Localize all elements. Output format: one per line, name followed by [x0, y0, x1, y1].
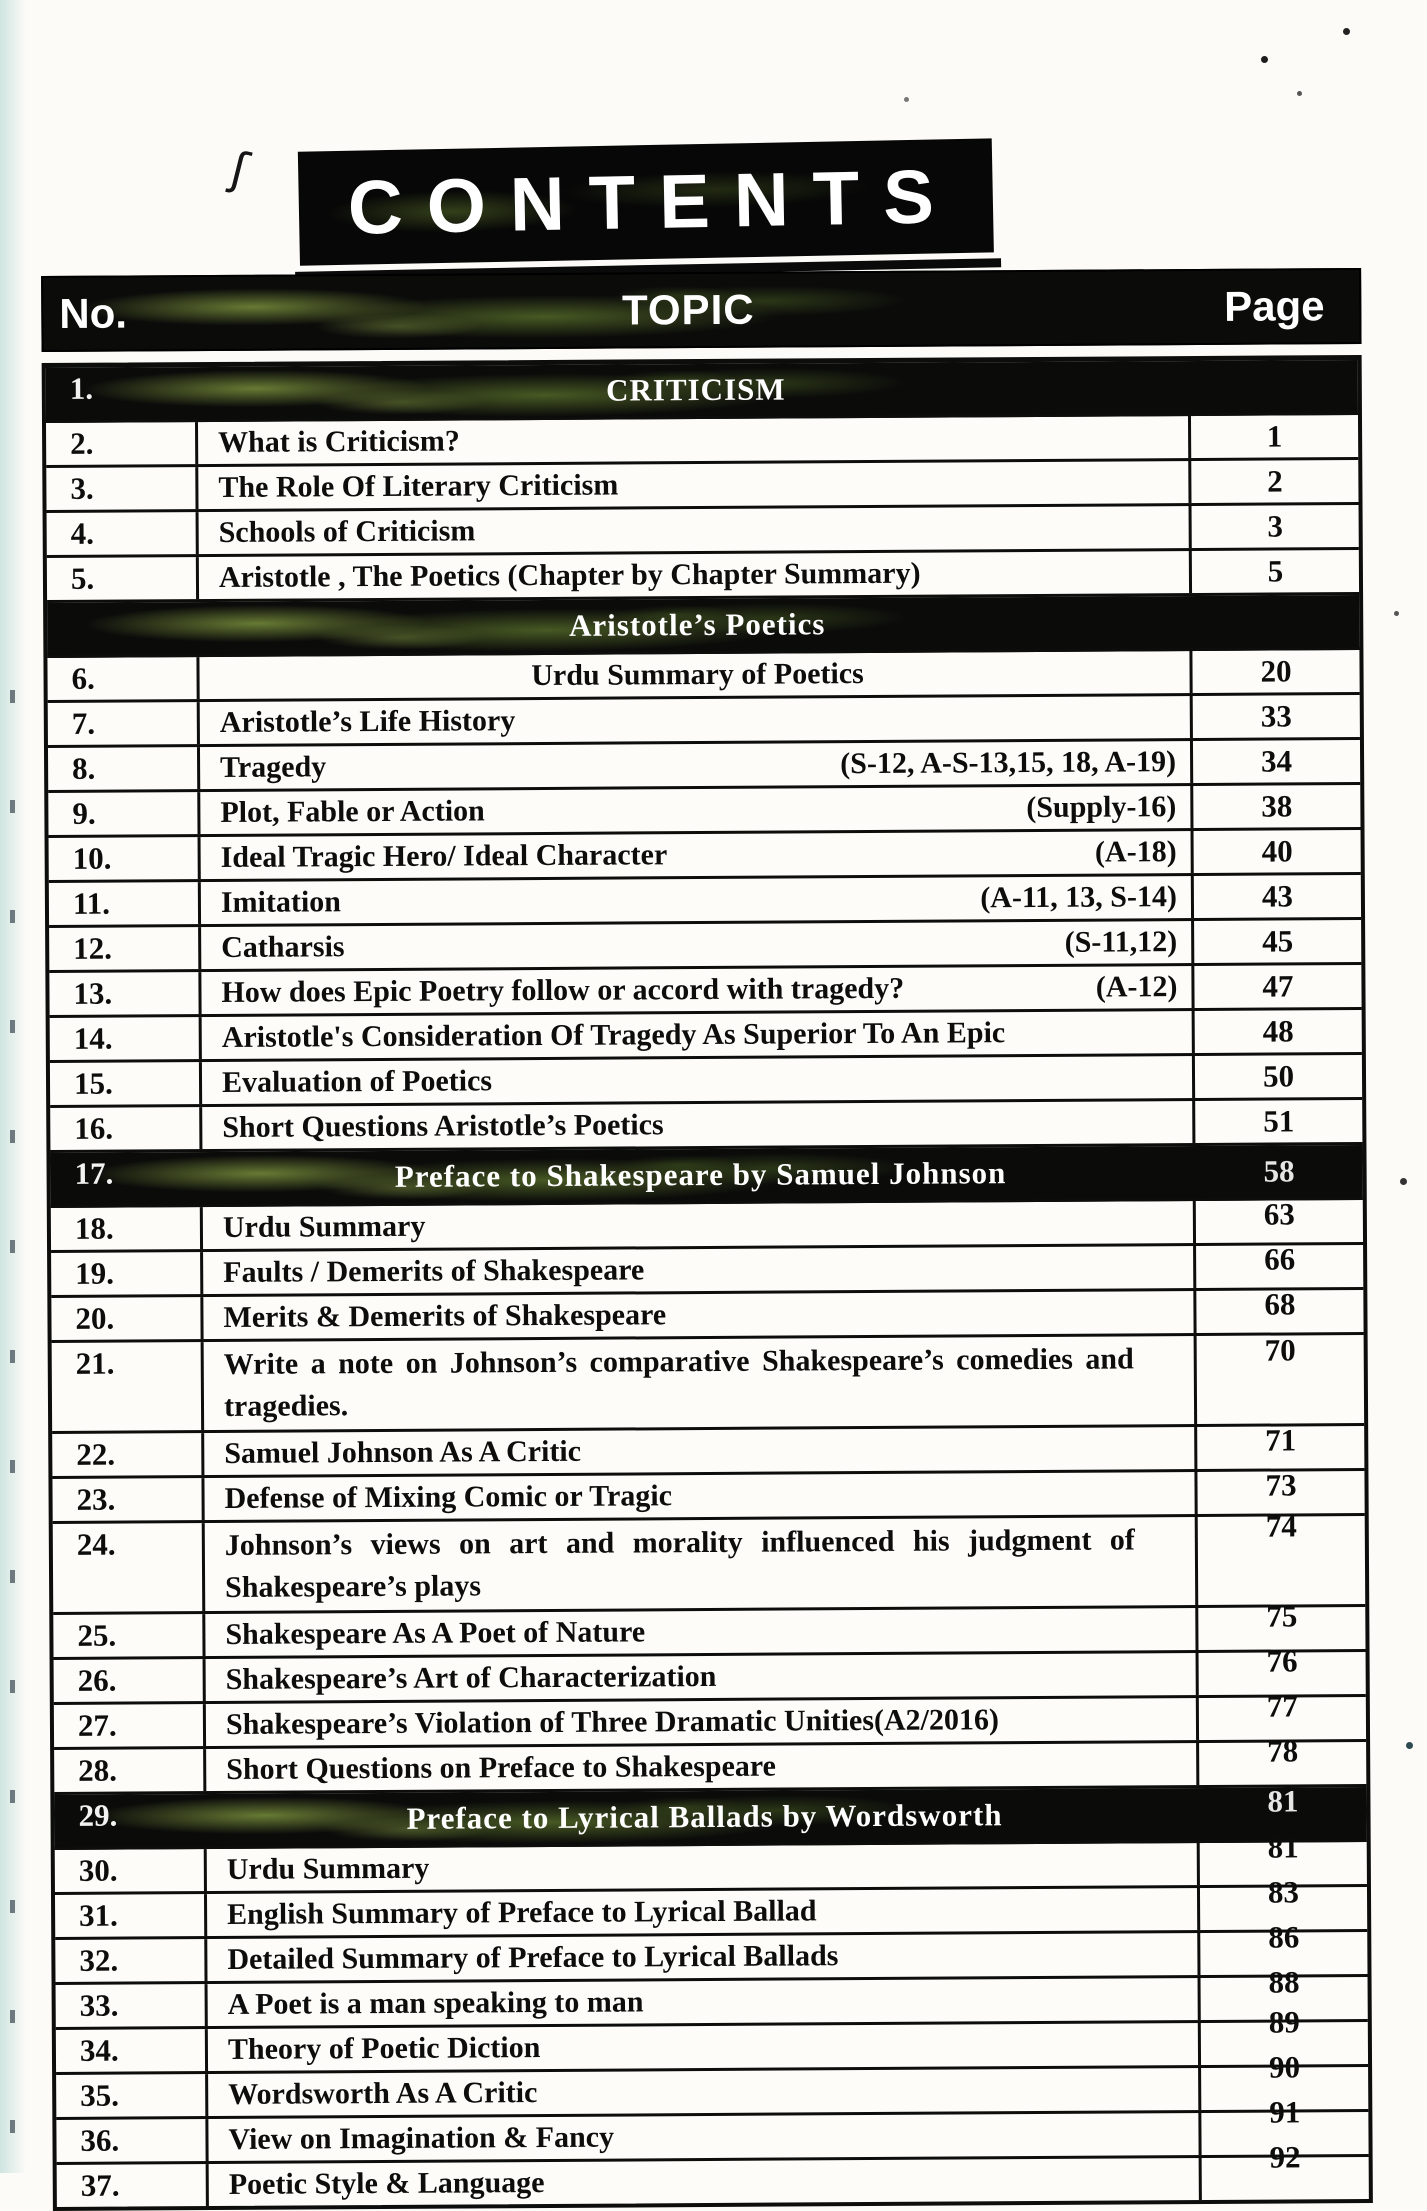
row-topic — [199, 506, 1189, 554]
row-topic — [198, 416, 1188, 464]
row-topic — [207, 1843, 1197, 1891]
toc-row — [53, 1508, 1366, 1615]
toc-row — [46, 460, 1358, 513]
row-page-cell — [1196, 1733, 1366, 1785]
row-number: 6. — [47, 657, 199, 700]
row-topic — [198, 461, 1188, 509]
exam-reference: (S-11,12) — [1064, 925, 1178, 959]
toc-row — [52, 1332, 1365, 1434]
row-page-cell — [1189, 595, 1359, 648]
row-topic — [199, 596, 1189, 654]
row-page-cell — [1190, 740, 1360, 783]
row-number: 13. — [49, 972, 201, 1015]
toc-row — [54, 1688, 1366, 1750]
row-page-cell — [1192, 1145, 1362, 1198]
row-number: 29. — [78, 1797, 118, 1833]
page-number: 2 — [1267, 463, 1283, 499]
page-number: 77 — [1266, 1688, 1298, 1724]
table-header-row — [41, 268, 1361, 352]
toc-row — [51, 1241, 1363, 1298]
row-topic — [206, 1653, 1196, 1701]
contents-title-box — [299, 139, 993, 264]
toc-row — [56, 1964, 1368, 2030]
row-number: 7. — [48, 702, 200, 745]
topic-label: Theory of Poetic Diction — [227, 2031, 541, 2066]
contents-title-block — [299, 139, 1001, 280]
toc-row — [51, 1286, 1363, 1343]
row-topic — [198, 361, 1188, 419]
row-page-cell — [1193, 1241, 1363, 1288]
page-number: 90 — [1268, 2049, 1301, 2085]
row-number: 19. — [51, 1252, 203, 1295]
row-page-cell — [1189, 505, 1359, 548]
header-topic: TOPIC — [621, 285, 755, 334]
toc-row — [46, 415, 1358, 468]
row-topic — [208, 2023, 1198, 2071]
page-number: 76 — [1266, 1643, 1298, 1679]
row-number: 34. — [56, 2029, 208, 2072]
topic-label: Johnson’s views on art and morality influenced his judgment of Shakespeare’s plays — [224, 1523, 1135, 1604]
topic-label: Short Questions on Preface to Shakespeare — [226, 1749, 777, 1786]
topic-label: Wordsworth As A Critic — [228, 2076, 538, 2111]
page-number: 63 — [1263, 1196, 1295, 1232]
header-page: Page — [1223, 282, 1325, 330]
row-page-cell — [1194, 1422, 1364, 1469]
topic-label: Urdu Summary — [222, 1209, 426, 1244]
row-topic — [199, 551, 1189, 599]
row-page-cell — [1189, 650, 1359, 693]
row-page-cell — [1192, 1010, 1362, 1053]
row-number: 5. — [47, 557, 199, 600]
page-title: CONTENTS — [347, 153, 959, 251]
scan-specks — [0, 0, 3, 3]
row-page-cell — [1193, 1196, 1363, 1243]
row-page-cell — [1189, 550, 1359, 593]
row-topic — [205, 1608, 1195, 1656]
topic-label: Merits & Demerits of Shakespeare — [223, 1298, 667, 1334]
page-number: 48 — [1262, 1013, 1294, 1049]
page-number: 20 — [1260, 653, 1292, 689]
topic-label: CRITICISM — [605, 371, 786, 408]
toc-row — [55, 1919, 1367, 1985]
topic-label: Short Questions Aristotle’s Poetics — [222, 1108, 664, 1144]
topic-label: Preface to Lyrical Ballads by Wordsworth — [406, 1797, 1003, 1836]
row-page-cell — [1194, 1332, 1365, 1424]
row-number: 36. — [56, 2119, 208, 2162]
row-topic — [202, 1101, 1192, 1149]
row-number: 32. — [55, 1939, 207, 1982]
row-number: 2. — [46, 422, 198, 465]
row-topic — [201, 831, 1191, 879]
topic-label: Aristotle , The Poetics (Chapter by Chapter Summary) — [218, 556, 921, 594]
toc-row — [49, 920, 1361, 973]
row-number: 20. — [51, 1297, 203, 1340]
topic-label: Schools of Criticism — [218, 514, 476, 549]
page-number: 74 — [1265, 1508, 1297, 1544]
exam-reference: (S-12, A-S-13,15, 18, A-19) — [840, 745, 1177, 781]
row-number: 21. — [52, 1342, 205, 1431]
row-page-cell — [1191, 920, 1361, 963]
row-number: 10. — [49, 837, 201, 880]
topic-label: View on Imagination & Fancy — [228, 2120, 615, 2156]
topic-label: How does Epic Poetry follow or accord with tragedy? — [221, 971, 905, 1009]
toc-row — [51, 1196, 1363, 1253]
binding-marks — [10, 690, 15, 2140]
row-number: 17. — [74, 1155, 114, 1191]
row-number: 28. — [54, 1749, 206, 1792]
page-number: 71 — [1265, 1422, 1297, 1458]
exam-reference: (A-18) — [1094, 835, 1177, 869]
topic-label: Aristotle’s Life History — [219, 704, 516, 739]
row-topic — [203, 1246, 1193, 1294]
row-number: 15. — [50, 1062, 202, 1105]
row-page-cell — [1192, 1055, 1362, 1098]
page-number: 40 — [1261, 833, 1293, 869]
row-page-cell — [1190, 695, 1360, 738]
page-number: 68 — [1264, 1286, 1296, 1322]
topic-label: Faults / Demerits of Shakespeare — [223, 1253, 645, 1289]
row-page-cell — [1188, 415, 1358, 458]
row-topic — [205, 1517, 1196, 1611]
page-number: 3 — [1267, 508, 1284, 544]
row-number: 16. — [50, 1107, 202, 1150]
row-number: 33. — [56, 1984, 208, 2027]
row-number: 25. — [53, 1614, 205, 1657]
row-page-cell — [1192, 1100, 1362, 1143]
toc-section-row — [54, 1783, 1366, 1850]
row-page-cell — [1191, 830, 1361, 873]
row-number: 3. — [46, 467, 198, 510]
exam-reference: (A-12) — [1095, 970, 1178, 1004]
row-page-cell — [1188, 360, 1358, 413]
row-topic — [203, 1201, 1193, 1249]
topic-label: Shakespeare’s Violation of Three Dramatic Unities(A2/2016) — [225, 1703, 1000, 1741]
topic-label: Preface to Shakespeare by Samuel Johnson — [394, 1155, 1007, 1194]
topic-label: Detailed Summary of Preface to Lyrical Ballads — [227, 1939, 839, 1976]
row-number: 23. — [52, 1478, 204, 1521]
row-topic — [202, 1056, 1192, 1104]
header-no: No. — [59, 289, 128, 337]
row-number: 37. — [57, 2164, 209, 2207]
row-page-cell — [1195, 1508, 1366, 1605]
toc-row — [53, 1598, 1365, 1660]
toc-section-row — [50, 1145, 1362, 1208]
page-number: 81 — [1267, 1783, 1299, 1819]
page-number: 86 — [1268, 1919, 1300, 1955]
row-topic — [202, 1146, 1192, 1204]
toc-row — [49, 830, 1361, 883]
ink-smudge: ʃ — [225, 140, 254, 198]
toc-row — [54, 1733, 1366, 1795]
row-page-cell — [1193, 1286, 1363, 1333]
page-number: 5 — [1267, 553, 1284, 589]
toc-section-row — [47, 595, 1359, 658]
row-topic — [206, 1743, 1196, 1791]
topic-label: Shakespeare’s Art of Characterization — [225, 1659, 717, 1696]
toc-row — [55, 1874, 1367, 1940]
page-number: 51 — [1263, 1103, 1295, 1139]
table-of-contents — [41, 268, 1373, 2211]
topic-label: Catharsis — [221, 930, 345, 964]
row-topic — [206, 1698, 1196, 1746]
row-number: 12. — [49, 927, 201, 970]
topic-label: Ideal Tragic Hero/ Ideal Character — [220, 838, 668, 874]
row-number: 18. — [51, 1207, 203, 1250]
row-number: 24. — [53, 1523, 206, 1612]
row-number: 4. — [47, 512, 199, 555]
toc-row — [47, 505, 1359, 558]
toc-body — [42, 355, 1373, 2211]
row-topic — [199, 651, 1189, 699]
topic-label: Urdu Summary of Poetics — [531, 657, 864, 693]
page-number: 34 — [1260, 743, 1293, 779]
topic-label: The Role Of Literary Criticism — [218, 468, 619, 504]
row-topic — [209, 2158, 1199, 2206]
page-number: 92 — [1269, 2139, 1301, 2175]
row-topic — [207, 1888, 1197, 1936]
page-number: 33 — [1260, 698, 1292, 734]
row-number: 14. — [50, 1017, 202, 1060]
toc-row — [49, 875, 1361, 928]
row-number: 1. — [69, 370, 94, 406]
toc-row — [55, 1829, 1367, 1895]
toc-row — [49, 965, 1361, 1018]
toc-row — [47, 650, 1359, 703]
page-number: 1 — [1266, 418, 1283, 454]
toc-row — [48, 740, 1360, 793]
toc-row — [48, 785, 1360, 838]
row-topic — [202, 1011, 1192, 1059]
page-number: 38 — [1261, 788, 1293, 824]
row-number: 8. — [48, 747, 200, 790]
row-number — [47, 602, 199, 655]
row-page-cell — [1191, 875, 1361, 918]
topic-label: Shakespeare As A Poet of Nature — [225, 1615, 646, 1651]
page-number: 78 — [1267, 1733, 1299, 1769]
page-number: 50 — [1262, 1058, 1295, 1094]
row-page-cell — [1190, 785, 1360, 828]
row-topic — [204, 1427, 1194, 1475]
page-number: 43 — [1261, 878, 1294, 914]
row-topic — [200, 741, 1190, 789]
row-topic — [206, 1788, 1196, 1846]
topic-label: Tragedy — [220, 750, 327, 784]
toc-row — [48, 695, 1360, 748]
page-number: 70 — [1264, 1332, 1296, 1368]
page-number: 81 — [1267, 1829, 1299, 1865]
row-page-cell — [1199, 2139, 1369, 2200]
toc-row — [54, 1643, 1366, 1705]
page-number: 75 — [1266, 1598, 1298, 1634]
toc-row — [52, 1422, 1364, 1479]
topic-label: Aristotle's Consideration Of Tragedy As Superior To An Epic — [221, 1016, 1006, 1054]
row-number: 27. — [54, 1704, 206, 1747]
row-topic — [204, 1472, 1194, 1520]
row-number: 11. — [49, 882, 201, 925]
topic-label: Aristotle’s Poetics — [568, 606, 826, 643]
topic-label: What is Criticism? — [218, 424, 460, 459]
row-page-cell — [1188, 460, 1358, 503]
toc-row — [50, 1010, 1362, 1063]
page-number: 89 — [1268, 2004, 1300, 2040]
topic-label: Imitation — [220, 885, 342, 919]
row-page-cell — [1191, 965, 1361, 1008]
row-topic — [207, 1933, 1197, 1981]
page-number: 45 — [1262, 923, 1294, 959]
row-number: 26. — [54, 1659, 206, 1702]
topic-label: Write a note on Johnson’s comparative Shakespeare’s comedies and tragedies. — [223, 1342, 1134, 1423]
page-number: 47 — [1262, 968, 1294, 1004]
row-number: 35. — [56, 2074, 208, 2117]
page-number: 88 — [1268, 1964, 1300, 2000]
toc-row — [50, 1100, 1362, 1153]
row-topic — [204, 1336, 1195, 1430]
row-number: 22. — [52, 1433, 204, 1476]
topic-label: Defense of Mixing Comic or Tragic — [224, 1479, 673, 1515]
row-number: 30. — [55, 1849, 207, 1892]
row-topic — [203, 1291, 1193, 1339]
page-number: 66 — [1264, 1241, 1296, 1277]
topic-label: English Summary of Preface to Lyrical Ballad — [227, 1894, 817, 1931]
row-topic — [208, 1978, 1198, 2026]
row-topic — [201, 921, 1191, 969]
topic-label: Plot, Fable or Action — [220, 794, 485, 829]
row-number: 31. — [55, 1894, 207, 1937]
row-number: 9. — [48, 792, 200, 835]
row-topic — [200, 786, 1190, 834]
topic-label: Poetic Style & Language — [228, 2166, 545, 2201]
topic-label: Evaluation of Poetics — [221, 1064, 493, 1099]
row-topic — [208, 2068, 1198, 2116]
page-number: 91 — [1269, 2094, 1301, 2130]
toc-row — [47, 550, 1359, 603]
exam-reference: (A-11, 13, S-14) — [980, 880, 1178, 915]
topic-label: A Poet is a man speaking to man — [227, 1985, 644, 2021]
topic-label: Urdu Summary — [226, 1851, 430, 1886]
topic-label: Samuel Johnson As A Critic — [224, 1434, 582, 1470]
toc-row — [52, 1467, 1364, 1524]
exam-reference: (Supply-16) — [1026, 790, 1177, 825]
row-topic — [208, 2113, 1198, 2161]
page-number: 73 — [1265, 1467, 1297, 1503]
row-topic — [201, 966, 1191, 1014]
page-number: 58 — [1263, 1153, 1295, 1189]
toc-row — [50, 1055, 1362, 1108]
row-topic — [200, 696, 1190, 744]
toc-section-row — [46, 360, 1358, 423]
page-number: 83 — [1267, 1874, 1300, 1910]
row-topic — [201, 876, 1191, 924]
